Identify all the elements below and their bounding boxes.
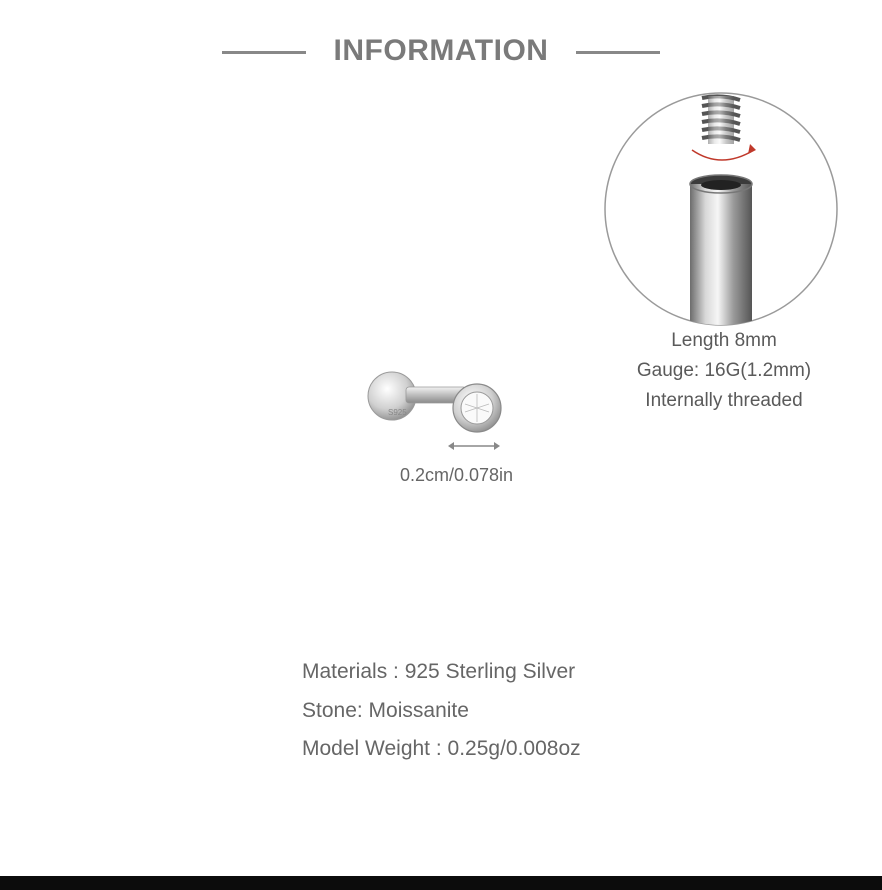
stone-size-label: 0.2cm/0.078in: [400, 465, 514, 485]
s925-stamp: S925: [388, 408, 407, 417]
header-left-rule: [222, 51, 306, 54]
bottom-bar: [0, 876, 882, 890]
spec-gauge: Gauge: 16G(1.2mm): [636, 360, 812, 381]
materials-text: Materials : 925 Sterling Silver: [302, 660, 576, 683]
size-arrow-icon: [448, 442, 500, 450]
spec-thread: Internally threaded: [645, 390, 803, 411]
section-title: INFORMATION: [333, 34, 549, 67]
threaded-post-detail-icon: [604, 92, 838, 326]
header-right-rule: [576, 51, 660, 54]
section-header: [0, 28, 882, 76]
earring-product-icon: [362, 360, 512, 460]
stone-text: Stone: Moissanite: [302, 699, 469, 722]
weight-text: Model Weight : 0.25g/0.008oz: [302, 737, 581, 760]
spec-length: Length 8mm: [671, 330, 777, 351]
